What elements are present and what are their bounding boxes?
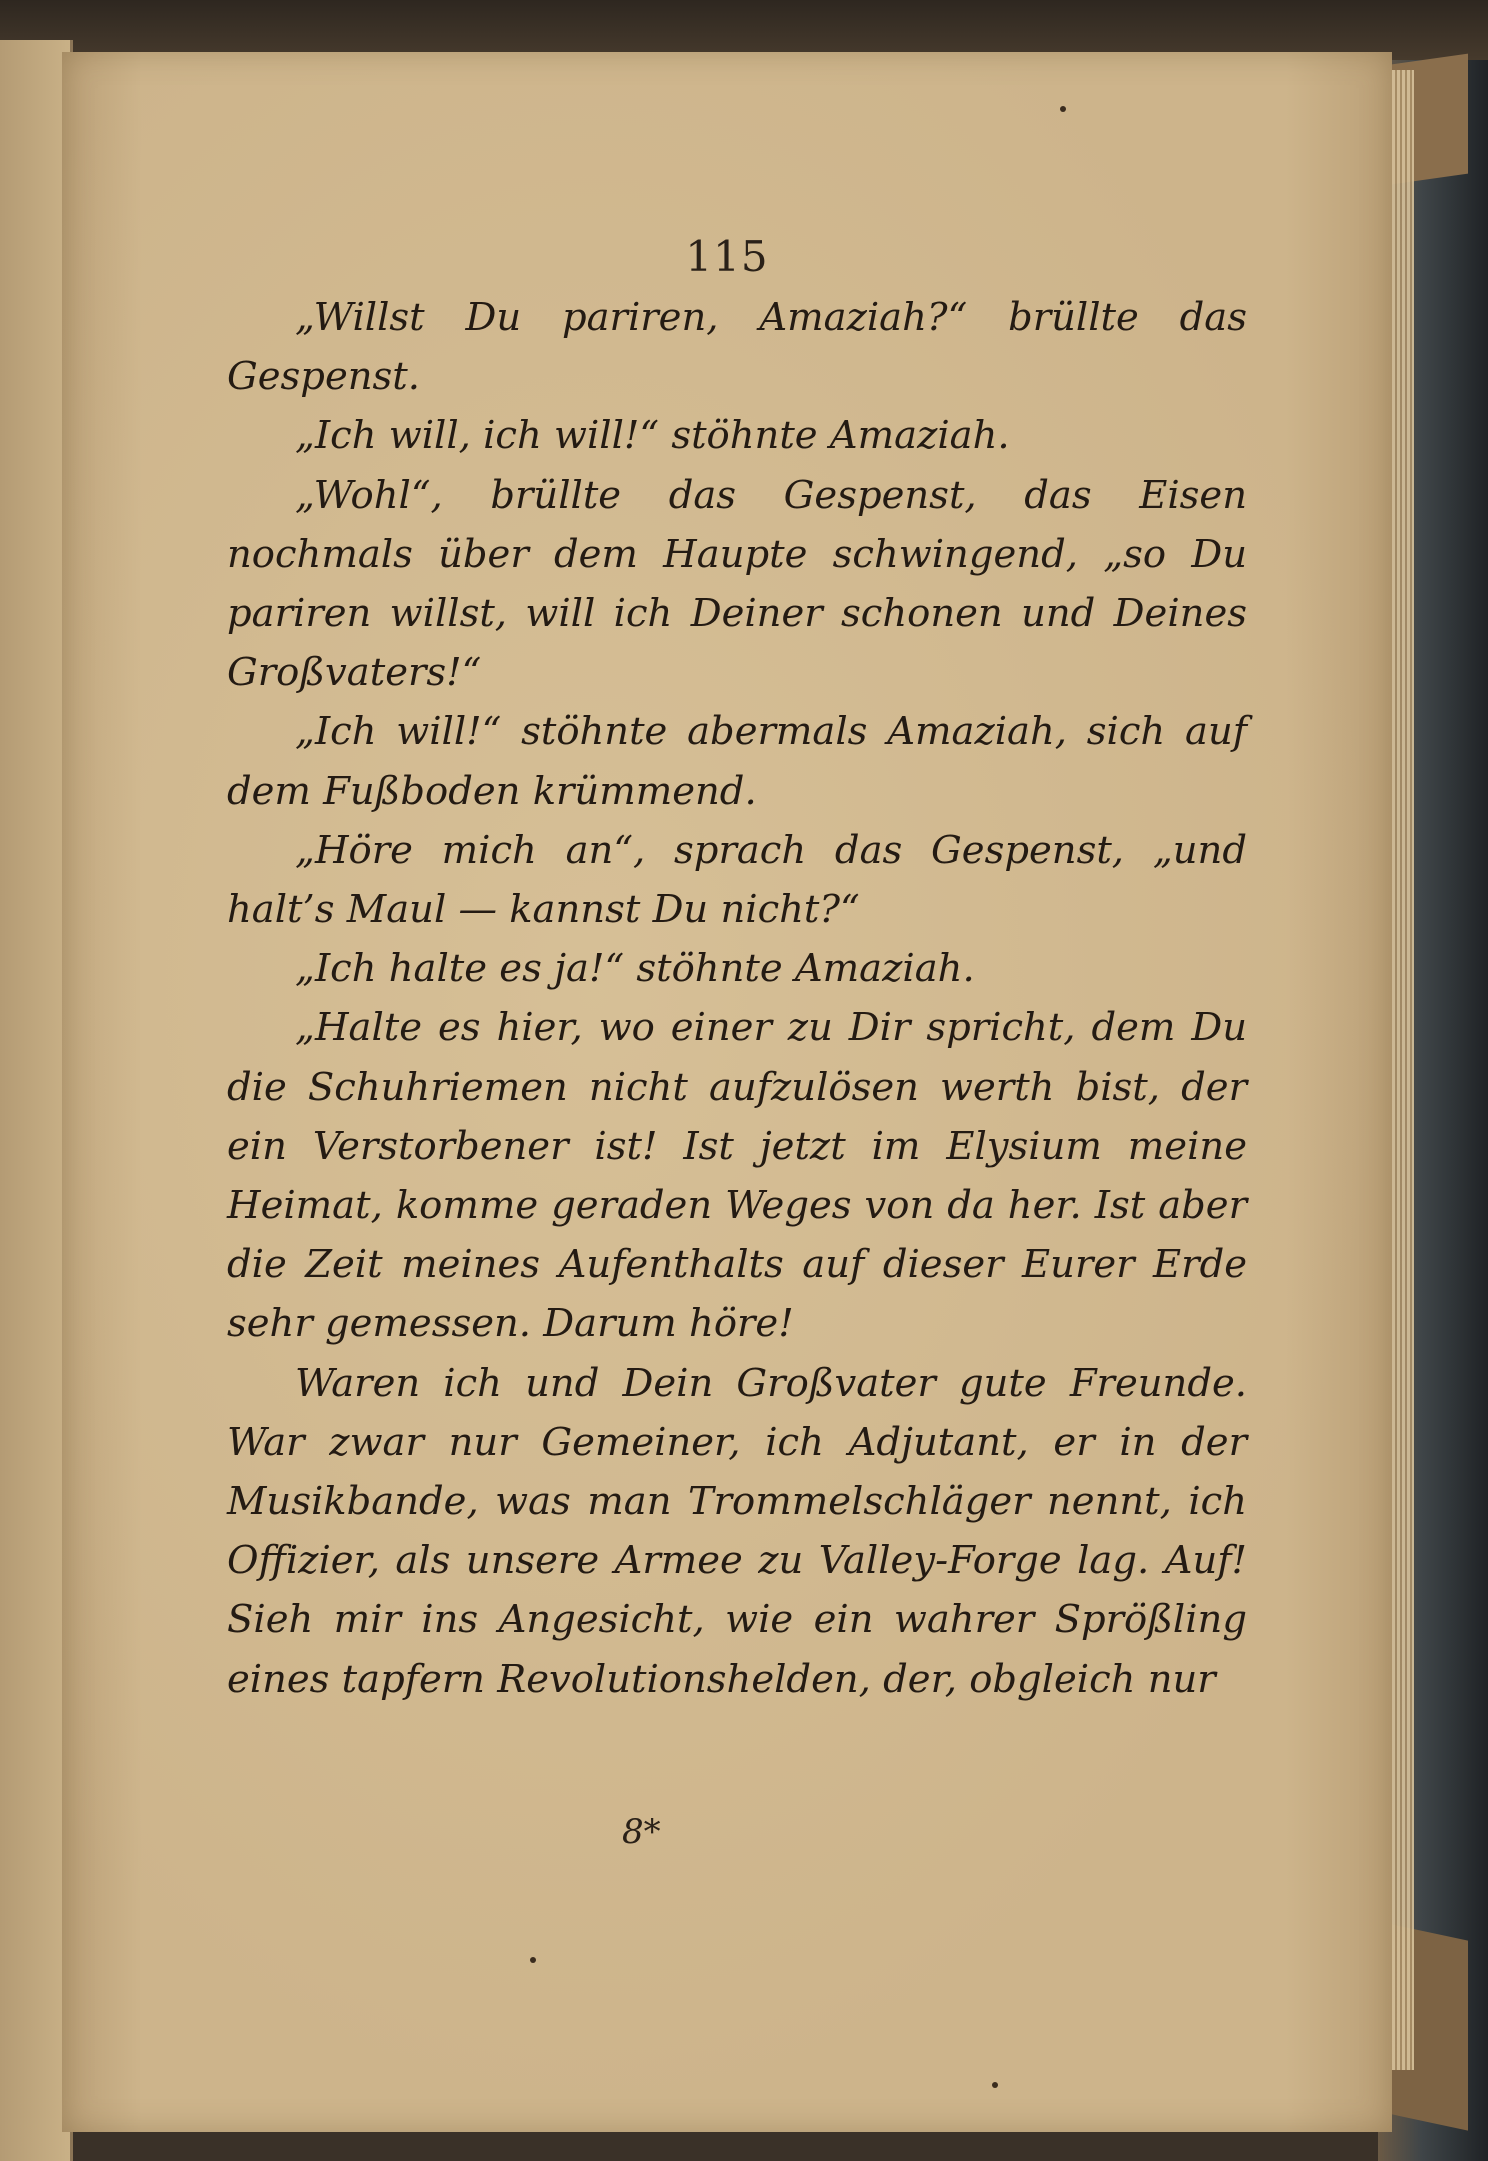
paragraph: „Ich will!“ stöhnte abermals Amaziah, sich auf dem Fußboden krümmend.: [227, 709, 1247, 814]
printer-signature-mark: 8*: [622, 1812, 661, 1852]
paragraph: „Höre mich an“, sprach das Gespenst, „und halt’s Maul — kannst Du nicht?“: [227, 827, 1247, 933]
paragraph: „Ich halte es ja!“ stöhnte Amaziah.: [295, 946, 975, 992]
book-page: [62, 52, 1392, 2132]
page-stack-edge: [1392, 70, 1414, 2070]
paragraph: Waren ich und Dein Großvater gute Freunde. War zwar nur Gemeiner, ich Adjutant, er in der Musikbande, was man Trommelschläger nennt, ich Offizier, als unsere Armee zu Valley-Forge lag. Auf! Sieh mir ins Angesicht, wie ein wahrer Sprößling eines tapfern Revolutionshelden, der, obgleich nur: [227, 1360, 1247, 1702]
paper-speck: [992, 2082, 998, 2088]
paper-speck: [1060, 106, 1066, 112]
paragraph: „Wohl“, brüllte das Gespenst, das Eisen nochmals über dem Haupte schwingend, „so Du pariren willst, will ich Deiner schonen und Deines Großvaters!“: [227, 472, 1247, 696]
page-number: 115: [685, 232, 769, 281]
paragraph: „Halte es hier, wo einer zu Dir spricht, dem Du die Schuhriemen nicht aufzulösen werth bist, der ein Verstorbener ist! Ist jetzt im Elysium meine Heimat, komme geraden Weges von da her. Ist aber die Zeit meines Aufenthalts auf dieser Eurer Erde sehr gemessen. Darum höre!: [227, 1005, 1247, 1347]
paper-speck: [530, 1957, 536, 1963]
paragraph: „Ich will, ich will!“ stöhnte Amaziah.: [295, 413, 1010, 459]
paragraph: „Willst Du pariren, Amaziah?“ brüllte das Gespenst.: [227, 295, 1247, 400]
page-text: [227, 288, 1247, 1709]
